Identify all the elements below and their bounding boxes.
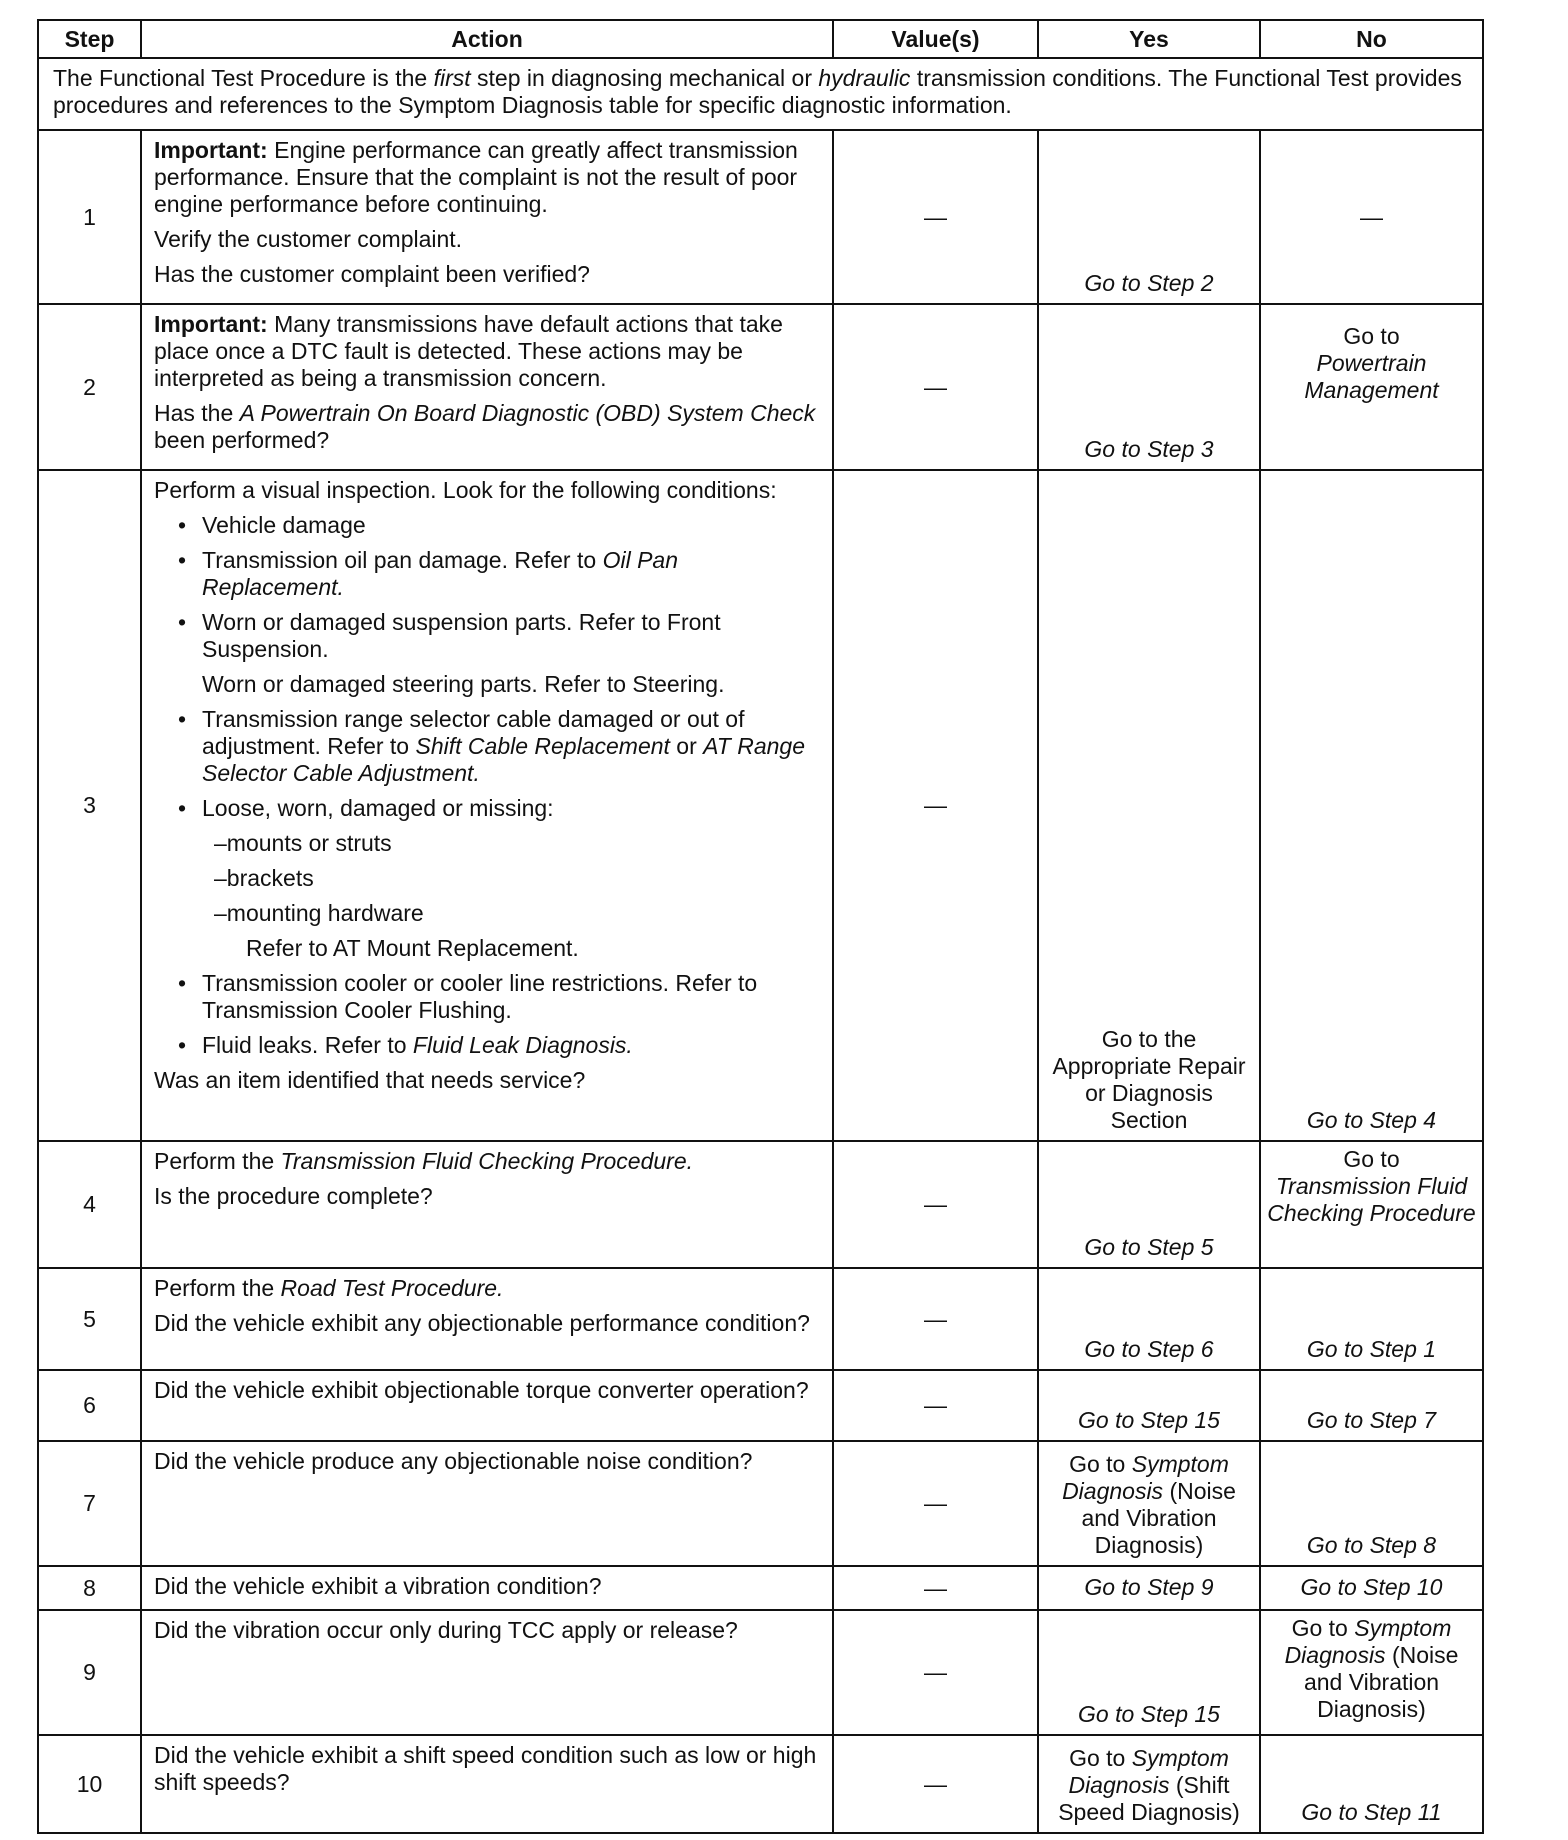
step-no: Go to Step 4 [1261,471,1484,1142]
step-value: — [834,1371,1039,1442]
step-value: — [834,305,1039,471]
step-action: Did the vehicle exhibit objectionable torque converter operation? [142,1371,834,1442]
step-action: Did the vehicle exhibit a vibration condition? [142,1567,834,1611]
step-number: 7 [39,1442,142,1567]
step-value: — [834,1142,1039,1269]
step-no: Go to Step 1 [1261,1269,1484,1371]
step-no: Go to Symptom Diagnosis (Noise and Vibration Diagnosis) [1261,1611,1484,1736]
step-number: 10 [39,1736,142,1834]
step-yes: Go to Step 15 [1039,1611,1261,1736]
header-action: Action [142,21,834,59]
step-no: Go to Step 8 [1261,1442,1484,1567]
step-yes: Go to Step 6 [1039,1269,1261,1371]
step-action: Important: Many transmissions have default actions that take place once a DTC fault is detected. These actions may be interpreted as being a transmission concern. Has the A Powertrain On Board Diagnostic (OBD) System Check been performed? [142,305,834,471]
step-number: 9 [39,1611,142,1736]
header-yes: Yes [1039,21,1261,59]
step-value: — [834,1269,1039,1371]
step-value: — [834,1611,1039,1736]
step-number: 6 [39,1371,142,1442]
step-yes: Go to Symptom Diagnosis (Noise and Vibration Diagnosis) [1039,1442,1261,1567]
step-no: Go to Powertrain Management [1261,305,1484,471]
step-yes: Go to the Appropriate Repair or Diagnosis Section [1039,471,1261,1142]
step-yes: Go to Step 15 [1039,1371,1261,1442]
intro-text: The Functional Test Procedure is the first step in diagnosing mechanical or hydraulic transmission conditions. The Functional Test provides procedures and references to the Symptom Diagnosis table for specific diagnostic information. [39,59,1484,131]
step-yes: Go to Step 3 [1039,305,1261,471]
step-value: — [834,1736,1039,1834]
inspection-list: • Vehicle damage • Transmission oil pan damage. Refer to Oil Pan Replacement. • Worn or damaged suspension parts. Refer to Front Suspension. Worn or damaged steering parts. Refer to Steering. • Transmission range selector cable damaged or out of adjustment. Refer to Shift Cable Replacement or AT Range Selector Cable Adjustment. • Loose, worn, damaged or missing: – mounts or struts – brackets – mounting hardware Refer to AT Mount Replacement. • Transmission cooler or cooler line restrictions. Refer to Transmission Cooler Flushing. • Fluid leaks. Refer to Fluid Leak Diagnosis. [154,512,820,1059]
step-no: — [1261,131,1484,305]
step-yes: Go to Step 9 [1039,1567,1261,1611]
step-action: Perform the Transmission Fluid Checking Procedure. Is the procedure complete? [142,1142,834,1269]
step-value: — [834,131,1039,305]
step-yes: Go to Step 5 [1039,1142,1261,1269]
step-action: Did the vibration occur only during TCC apply or release? [142,1611,834,1736]
step-action: Important: Engine performance can greatly affect transmission performance. Ensure that the complaint is not the result of poor engine performance before continuing. Verify the customer complaint. Has the customer complaint been verified? [142,131,834,305]
step-number: 1 [39,131,142,305]
step-number: 8 [39,1567,142,1611]
step-number: 3 [39,471,142,1142]
step-action: Perform a visual inspection. Look for the following conditions: • Vehicle damage • Transmission oil pan damage. Refer to Oil Pan Replacement. • Worn or damaged suspension parts. Refer to Front Suspension. Worn or damaged steering parts. Refer to Steering. • Transmission range selector cable damaged or out of adjustment. Refer to Shift Cable Replacement or AT Range Selector Cable Adjustment. • Loose, worn, damaged or missing: – mounts or struts – brackets – mounting hardware Refer to AT Mount Replacement. • Transmission cooler or cooler line restrictions. Refer to Transmission Cooler Flushing. • Fluid leaks. Refer to Fluid Leak Diagnosis. Was an item identified that needs service? [142,471,834,1142]
step-value: — [834,471,1039,1142]
step-number: 4 [39,1142,142,1269]
header-step: Step [39,21,142,59]
step-number: 5 [39,1269,142,1371]
functional-test-table [37,19,1484,1834]
header-values: Value(s) [834,21,1039,59]
step-action: Did the vehicle produce any objectionable noise condition? [142,1442,834,1567]
step-no: Go to Step 11 [1261,1736,1484,1834]
step-action: Did the vehicle exhibit a shift speed condition such as low or high shift speeds? [142,1736,834,1834]
step-yes: Go to Step 2 [1039,131,1261,305]
step-yes: Go to Symptom Diagnosis (Shift Speed Diagnosis) [1039,1736,1261,1834]
step-value: — [834,1567,1039,1611]
step-value: — [834,1442,1039,1567]
step-action: Perform the Road Test Procedure. Did the vehicle exhibit any objectionable performance condition? [142,1269,834,1371]
step-no: Go to Step 10 [1261,1567,1484,1611]
step-number: 2 [39,305,142,471]
step-no: Go to Transmission Fluid Checking Procedure [1261,1142,1484,1269]
header-no: No [1261,21,1484,59]
step-no: Go to Step 7 [1261,1371,1484,1442]
